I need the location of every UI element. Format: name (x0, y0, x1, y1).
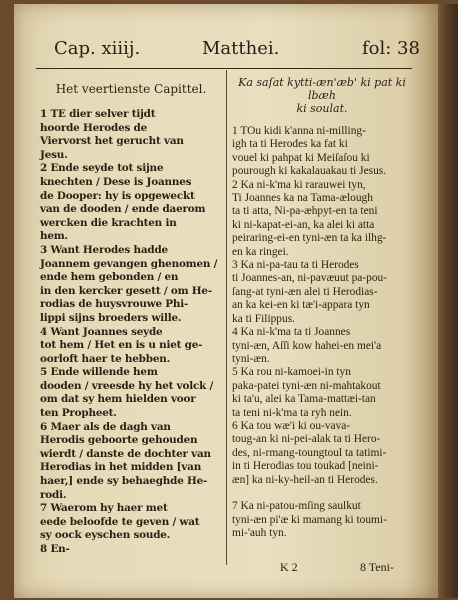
text-line: 1 TOu kidi k'anna ni-milling- (232, 125, 366, 137)
text-line: pourough ki kakalauakau ti Jesus. (232, 165, 387, 178)
text-line: des, ni-rmang-toungtoul ta tatimi- (232, 446, 387, 459)
text-line: tyni-æn pi'æ ki mamang ki toumi- (232, 513, 387, 526)
text-line: 4 Want Joannes seyde (40, 325, 163, 338)
text-line: oorloft haer te hebben. (40, 352, 170, 365)
running-header (44, 38, 429, 68)
text-line: paka-patei tyni-æn ni-mahtakout (232, 379, 381, 392)
text-line: om dat sy hem hielden voor (40, 393, 196, 406)
text-line: 1 TE dier selver tijdt (40, 108, 156, 120)
text-line: ka ti Filippus. (232, 312, 295, 325)
text-line: æn] ka ni-ky-heil-an ti Herodes. (232, 473, 378, 486)
text-line: ki ta'u, alei ka Tama-mattæi-tan (232, 393, 376, 406)
text-line: hem. (40, 230, 68, 243)
text-line: eede beloofde te geven / wat (40, 515, 200, 528)
text-line: tyni-æn. (232, 352, 270, 365)
text-line: de Dooper: hy is opgeweckt (40, 189, 195, 202)
text-line: 6 Maer als de dagh van (40, 420, 171, 433)
signature-mark: K 2 (280, 560, 298, 574)
text-line: wercken die krachten in (40, 216, 177, 229)
text-line: in den kercker gesett / om He- (40, 284, 212, 297)
text-line: ten Propheet. (40, 407, 117, 420)
text-line: 7 Waerom hy haer met (40, 502, 168, 515)
text-line: en ka ringei. (232, 245, 289, 258)
text-line: hoorde Herodes de (40, 121, 148, 134)
formosan-text (232, 125, 412, 541)
text-line: ende hem gebonden / en (40, 271, 179, 284)
text-line: wierdt / danste de dochter van (40, 447, 211, 460)
text-line: Viervorst het gerucht van (40, 135, 184, 148)
book-heading: Matthei. (202, 38, 280, 59)
text-line: in ti Herodias tou toukad [neini- (232, 460, 379, 473)
text-line: knechten / Dese is Joannes (40, 175, 192, 188)
text-line: ki ni-kapat-ei-an, ka alei ki atta (232, 218, 375, 231)
text-line (232, 487, 412, 500)
text-line: ta ti atta, Ni-pa-æhpyt-en ta teni (232, 205, 378, 218)
text-line: 4 Ka ni-k'ma ta ti Joannes (232, 326, 351, 339)
text-line: igh ta ti Herodes ka fat ki (232, 138, 348, 151)
text-line: vouel ki pahpat ki Meiſaſou ki (232, 151, 370, 164)
text-line: van de dooden / ende daerom (40, 203, 206, 216)
text-line: 6 Ka tou wæ'i ki ou-vava- (232, 419, 351, 432)
text-line: Herodis geboorte gehouden (40, 434, 198, 447)
text-line: mi-'auh tyn. (232, 527, 287, 540)
text-line: toug-an ki ni-pei-alak ta ti Hero- (232, 433, 381, 446)
text-line: 8 En- (40, 543, 70, 555)
text-line: sy oock eyschen soude. (40, 529, 171, 542)
text-line: 7 Ka ni-patou-mſing saulkut (232, 500, 361, 513)
text-line: rodias de huysvrouwe Phi- (40, 298, 189, 311)
formosan-title-line: ki soulat. (296, 102, 348, 115)
dutch-column (40, 72, 222, 557)
folio-number: fol: 38 (362, 38, 420, 59)
text-line: ta teni ni-k'ma ta ryh nein. (232, 406, 352, 419)
text-line: Herodias in het midden [van (40, 461, 202, 474)
header-rule (36, 68, 412, 69)
text-line: 2 Ka ni-k'ma ki rarauwei tyn, (232, 178, 366, 191)
text-line: tot hem / Het en is u niet ge- (40, 339, 203, 352)
text-line: 3 Want Herodes hadde (40, 243, 168, 256)
text-line: ſang-at tyni-æn alei ti Herodias- (232, 285, 378, 298)
book-fore-edge (438, 4, 458, 598)
text-line: tyni-æn, Aſſi kow hahei-en mei'a (232, 339, 382, 352)
dutch-text (40, 108, 222, 557)
text-line: an ka kei-en ki tæ'i-appara tyn (232, 299, 370, 312)
text-line: 5 Ka rou ni-kamoei-in tyn (232, 366, 351, 379)
catchword: 8 Teni- (360, 560, 394, 574)
text-line: 2 Ende seyde tot sijne (40, 162, 164, 175)
text-line: lippi sijns broeders wille. (40, 311, 182, 324)
text-line: peiraring-ei-en tyni-æn ta ka ilhg- (232, 232, 387, 245)
formosan-column (232, 72, 412, 541)
text-line: Joannem gevangen ghenomen / (40, 257, 218, 270)
text-line: 3 Ka ni-pa-tau ta ti Herodes (232, 259, 359, 272)
formosan-title-line: Ka saſat kytti-æn'æb' ki pat ki lbæh (238, 76, 406, 102)
text-line: Jesu. (40, 148, 68, 161)
chapter-heading: Cap. xiiij. (54, 38, 141, 59)
column-divider (226, 70, 227, 565)
text-line: 5 Ende willende hem (40, 366, 158, 379)
text-line: Ti Joannes ka na Tama-ælough (232, 192, 373, 205)
dutch-chapter-title: Het veertienste Capittel. (55, 82, 207, 96)
formosan-chapter-title (232, 76, 412, 115)
text-line: ti Joannes-an, ni-pavæuut pa-pou- (232, 272, 388, 285)
text-line: rodi. (40, 488, 67, 501)
text-line: haer,] ende sy behaeghde He- (40, 475, 208, 488)
text-line: dooden / vreesde hy het volck / (40, 379, 214, 392)
